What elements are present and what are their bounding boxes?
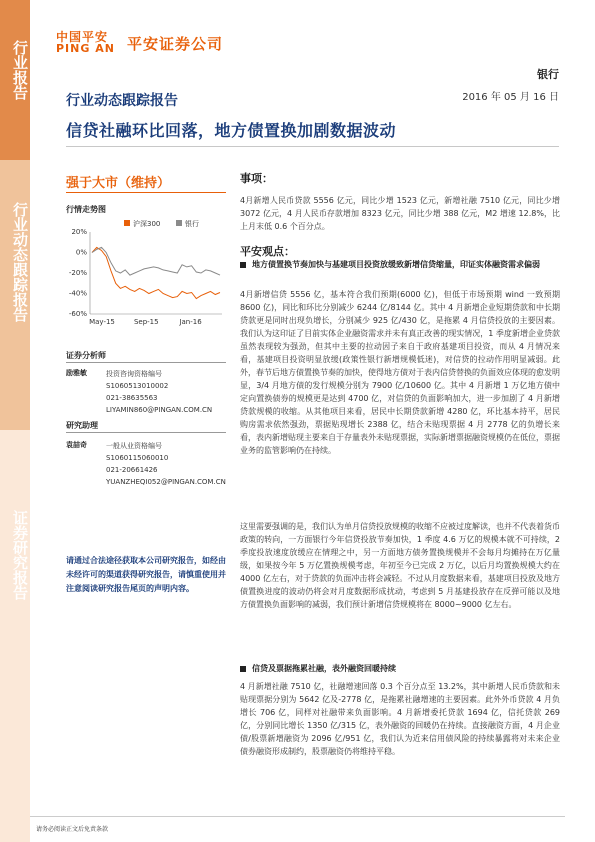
analyst-cert-number: S1060513010002 xyxy=(106,382,169,390)
assistant-info xyxy=(106,440,256,488)
x-tick-label: Jan-16 xyxy=(179,318,202,326)
chart-svg xyxy=(62,218,232,336)
side-band-middle xyxy=(0,160,30,430)
logo-en: PING AN xyxy=(56,42,115,55)
side-band-bottom xyxy=(0,430,30,842)
assistant-phone: 021-20661426 xyxy=(106,466,158,474)
y-tick-label: -40% xyxy=(68,289,87,298)
y-tick-label: 20% xyxy=(71,228,87,236)
analysts-divider xyxy=(66,362,226,363)
report-date: 2016 年 05 月 16 日 xyxy=(462,92,559,103)
market-chart xyxy=(62,218,232,336)
analyst-cert-label: 投资咨询资格编号 xyxy=(106,370,162,378)
assistant-cert-label: 一般从业资格编号 xyxy=(106,442,162,450)
industry-label: 银行 xyxy=(537,68,559,81)
analysts-label: 证券分析师 xyxy=(66,351,106,360)
chart-title: 行情走势图 xyxy=(66,205,106,214)
side-band-middle-text: 行业动态跟踪报告 xyxy=(11,202,29,322)
assistants-divider xyxy=(66,432,226,433)
legend-swatch-1 xyxy=(124,220,130,226)
assistant-email[interactable]: YUANZHEQI052@PINGAN.COM.CN xyxy=(106,478,226,486)
footer-note: 请务必阅读正文后免责条款 xyxy=(36,826,109,833)
bullet1-heading xyxy=(240,258,560,271)
analyst-name: 励雅敏 xyxy=(66,369,87,377)
assistant-cert-number: S1060115060010 xyxy=(106,454,169,462)
analyst-email[interactable]: LIYAMIN860@PINGAN.COM.CN xyxy=(106,406,213,414)
logo-company: 平安证券公司 xyxy=(126,34,223,53)
y-tick-label: 0% xyxy=(75,248,87,257)
views-heading: 平安观点： xyxy=(240,245,295,258)
legend-label-1: 沪深300 xyxy=(133,220,161,228)
bullet-square-icon xyxy=(240,666,246,672)
bullet-square-icon xyxy=(240,262,246,268)
events-heading: 事项： xyxy=(240,172,273,185)
side-band-bottom-text: 证券研究报告 xyxy=(11,510,29,600)
x-tick-label: May-15 xyxy=(89,318,115,326)
analyst-phone: 021-38635563 xyxy=(106,394,158,402)
rating-divider xyxy=(66,192,226,193)
report-type: 行业动态跟踪报告 xyxy=(66,93,178,109)
logo-mark xyxy=(56,31,115,55)
events-text: 4月新增人民币贷款 5556 亿元，同比少增 1523 亿元，新增社融 7510 亿元，同比少增 3072 亿元，4 月人民币存款增加 8323 亿元，同比少增 388 亿元，M2 增速 12.8%，比上月末低 0.6 个百分点。 xyxy=(240,196,560,231)
y-tick-label: -20% xyxy=(68,269,87,277)
rating: 强于大市（维持） xyxy=(66,176,171,191)
side-band-top xyxy=(0,0,30,160)
title-divider xyxy=(66,146,559,147)
logo xyxy=(56,26,223,60)
bullet1-paragraph1: 4月新增信贷 5556 亿，基本符合我们预期(6000 亿)，但低于市场预期 wind 一致预期 8600 亿)，同比和环比分别减少 6244 亿/8144 亿。其中 4 月新增企业短期贷款和中长期贷款更是同时出现负增长，分别减少 925 亿/430 亿，是拖累 4 月信贷投放的主要因素。我们认为这印证了目前实体企业融资需求并未有真正改善的现实情况，1 季度新增企业贷款虽然表现较为强劲，但其中主要的拉动因子来自于政府基建项目投资，而从 4 月情况来看，基建项目投资明显放缓(政策性银行新增规模低迷)，对信贷的拉动作用明显减弱。此外，春节后地方债置换节奏的加快，使得地方债对于表内信贷替换的负面效应体现的愈发明显，3/4 月地方债的发行规模分别为 7900 亿/10600 亿。其中 4 月新增 1 万亿地方债中定向置换债券的规模更是达到 4700 亿，对信贷的负面影响加大，进一步加剧了 4 月新增贷款规模的收缩。从其他项目来看，居民中长期贷款新增 4280 亿，环比基本持平，居民购房需求依然强劲，票据贴现增长 2388 亿，结合未贴现票据 4 月 2778 亿的负增长来看，表内新增贴现主要来自于存量表外未贴现票据，实际新增票据融资规模仍在低位，票据业务的监管影响仍在持续。 xyxy=(240,290,560,455)
footer-divider xyxy=(30,816,565,817)
logo-cn: 中国平安 xyxy=(56,30,109,44)
disclaimer: 请通过合法途径获取本公司研究报告，如经由未经许可的渠道获得研究报告，请慎重使用并注意阅读研究报告尾页的声明内容。 xyxy=(66,556,226,593)
bullet1-title: 地方债置换节奏加快与基建项目投资放缓致新增信贷缩量，印证实体融资需求偏弱 xyxy=(252,260,540,269)
page-title: 信贷社融环比回落，地方债置换加剧数据波动 xyxy=(66,121,397,140)
legend-swatch-2 xyxy=(176,220,182,226)
legend-label-2: 银行 xyxy=(185,220,199,228)
x-tick-label: Sep-15 xyxy=(133,318,159,326)
side-band-top-text: 行业报告 xyxy=(11,40,29,100)
analyst-info xyxy=(106,368,256,416)
assistant-name: 袁喆奇 xyxy=(66,441,87,449)
bullet2-heading xyxy=(240,662,560,675)
bullet2-title: 信贷及票据拖累社融，表外融资回暖持续 xyxy=(252,664,396,673)
bullet1-paragraph2: 这里需要强调的是，我们认为单月信贷投放规模的收缩不应被过度解读，也并不代表着货币政策的转向，一方面银行今年信贷投放节奏加快，1 季度 4.6 万亿的规模本就不可持续，2 季度投放速度放缓应在情理之中，另一方面地方债务置换规模并不会每月均摊持在万亿量级，如果按今年 5 万亿置换规模考虑，年初至今已完成 2 万亿，以后月均置换规模大约在 4000 亿左右，对于贷款的负面冲击将会减轻。不过从月度数据来看，基建项目投放及地方债置换进度的波动仍将会对月度数据形成扰动，考虑到 5 月基建投放存在反弹可能以及地方债置换负面影响的减弱，我们预计新增信贷规模将在 8000~9000 亿左右。 xyxy=(240,522,560,609)
assistants-label: 研究助理 xyxy=(66,421,98,430)
bullet2-paragraph: 4 月新增社融 7510 亿，社融增速回落 0.3 个百分点至 13.2%，其中新增人民币贷款和未贴现票据分别为 5642 亿及-2778 亿，是拖累社融增速的主要因素。此外外币贷款 4 月负增长 706 亿，同样对社融带来负面影响。4 月新增委托贷款 1694 亿，信托贷款 269 亿，分别同比增长 1350 亿/315 亿，表外融资的回暖仍在持续。直接融资方面，4 月企业债/股票新增融资为 2096 亿/951 亿，我们认为近来信用债风险的持续暴露将对未来企业债券融资形成制约，股票融资仍将维持平稳。 xyxy=(240,682,560,756)
y-tick-label: -60% xyxy=(68,310,87,318)
